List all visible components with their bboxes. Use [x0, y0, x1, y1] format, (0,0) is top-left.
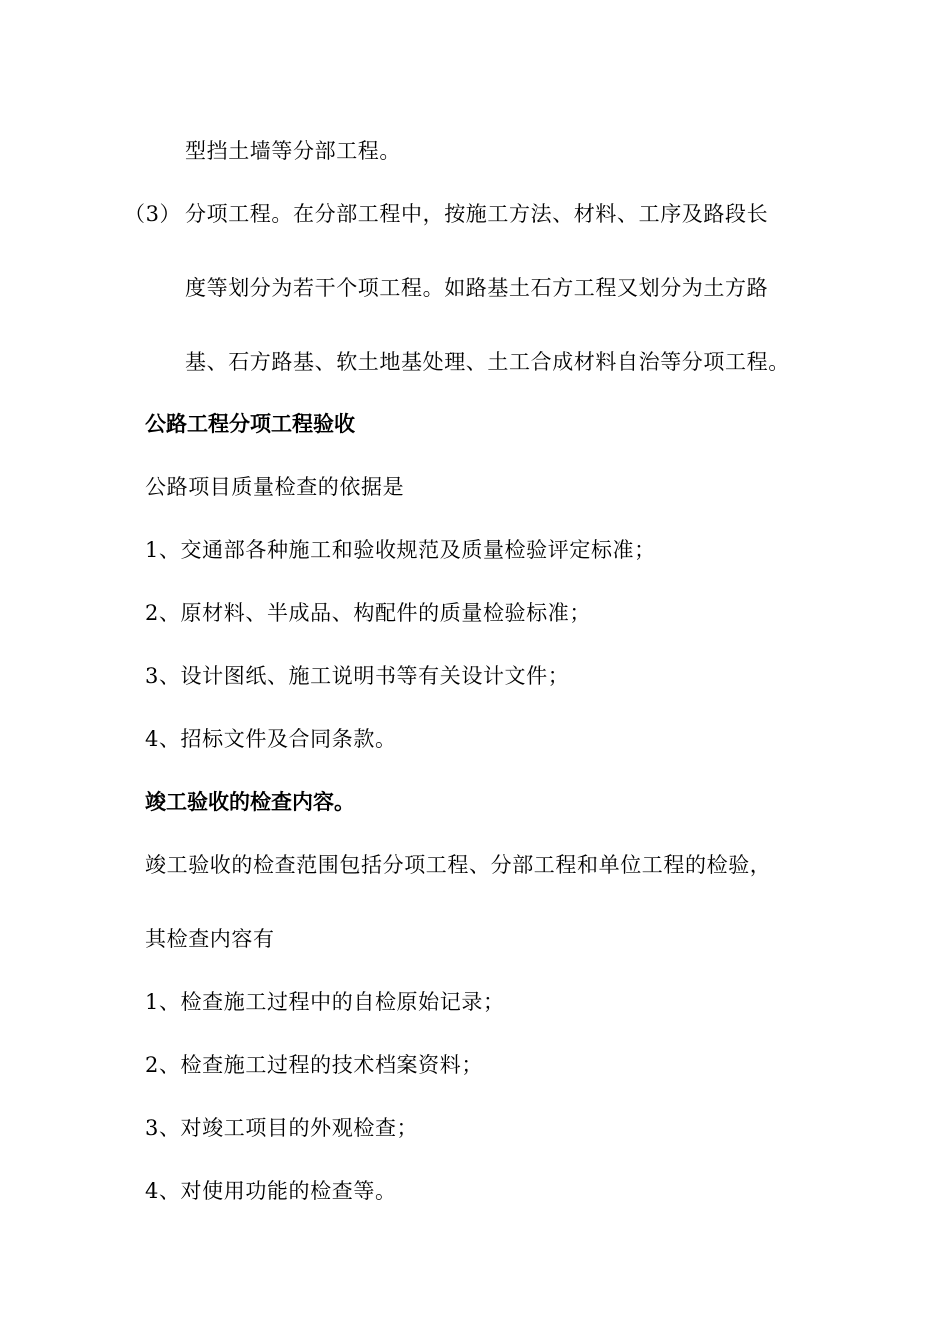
- acceptance-list-item: 2、原材料、半成品、构配件的质量检验标准；: [145, 601, 591, 625]
- acceptance-list-item: 3、设计图纸、施工说明书等有关设计文件；: [145, 664, 570, 688]
- acceptance-intro: 公路项目质量检查的依据是: [145, 475, 405, 499]
- item-3-label: （3）: [124, 202, 182, 226]
- item-3-line-3: 基、石方路基、软土地基处理、土工合成材料自治等分项工程。: [185, 350, 790, 374]
- completion-intro-line-1: 竣工验收的检查范围包括分项工程、分部工程和单位工程的检验，: [145, 853, 772, 877]
- completion-list-item: 1、检查施工过程中的自检原始记录；: [145, 990, 505, 1014]
- section-heading-completion: 竣工验收的检查内容。: [145, 790, 355, 814]
- completion-intro-line-2: 其检查内容有: [145, 927, 275, 951]
- completion-list-item: 4、对使用功能的检查等。: [145, 1179, 397, 1203]
- completion-list-item: 3、对竣工项目的外观检查；: [145, 1116, 419, 1140]
- acceptance-list-item: 1、交通部各种施工和验收规范及质量检验评定标准；: [145, 538, 656, 562]
- acceptance-list-item: 4、招标文件及合同条款。: [145, 727, 397, 751]
- paragraph-continuation: 型挡土墙等分部工程。: [185, 139, 401, 163]
- section-heading-acceptance: 公路工程分项工程验收: [145, 412, 355, 436]
- item-3-line-1: 分项工程。在分部工程中，按施工方法、材料、工序及路段长: [185, 202, 769, 226]
- item-3-line-2: 度等划分为若干个项工程。如路基土石方工程又划分为土方路: [185, 276, 769, 300]
- completion-list-item: 2、检查施工过程的技术档案资料；: [145, 1053, 483, 1077]
